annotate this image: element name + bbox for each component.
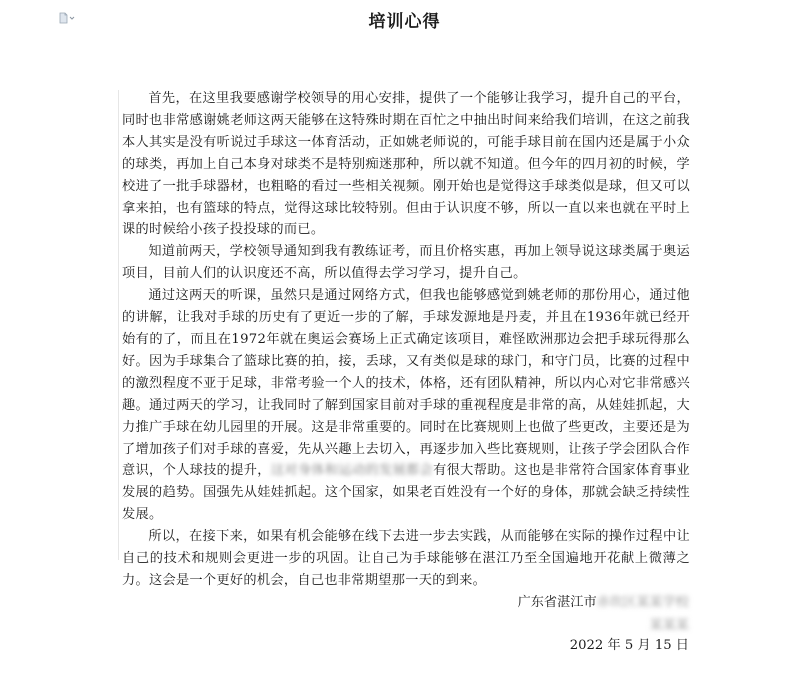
signature-name [649, 616, 689, 636]
signature-name-blurred: 某某某 [649, 618, 689, 633]
paragraph-3 [122, 285, 690, 526]
paragraph-3-blurred-text: 这对身体和运动的发展都会 [270, 463, 434, 479]
paragraph-4: 所以，在接下来，如果有机会能够在线下去进一步去实践，从而能够在实际的操作过程中让自己的技术和规则会更进一步的巩固。让自己为手球能够在湛江乃至全国遍地开花献上微薄之力。这会是一个更好的机会，自己也非常期望那一天的到来。 [122, 529, 690, 588]
document-body [122, 88, 690, 592]
signature-date: 2022 年 5 月 15 日 [569, 638, 689, 653]
signature-location: 广东省湛江市 [517, 595, 597, 610]
page-title: 培训心得 [368, 12, 441, 32]
paragraph-3-part-2: 有很大帮助。这也是非常符合国家体育事业发展的趋势。国强先从娃娃抓起。这个国家，如果老百姓没有一个好的身体，那就会缺乏持续性发展。 [122, 463, 690, 523]
paragraph-1: 首先，在这里我要感谢学校领导的用心安排，提供了一个能够让我学习，提升自己的平台，同时也非常感谢姚老师这两天能够在这特殊时期在百忙之中抽出时间来给我们培训，在这之前我本人其实是没有听说过手球这一体育活动，正如姚老师说的，可能手球目前在国内还是属于小众的球类，再加上自己本身对球类不是特别痴迷那种，所以就不知道。但今年的四月初的时候，学校进了一批手球器材，也粗略的看过一些相关视频。刚开始也是觉得这手球类似是球，但又可以拿来拍，也有篮球的特点，觉得这球比较特别。但由于认识度不够，所以一直以来也就在平时上课的时候给小孩子投投球的而已。 [122, 91, 690, 238]
page-margin-line [118, 90, 119, 560]
paragraph-3-part-1: 通过这两天的听课，虽然只是通过网络方式，但我也能够感觉到姚老师的那份用心，通过他的讲解，让我对手球的历史有了更近一步的了解，手球发源地是丹麦，并且在1936年就已经开始有的了，而且在1972年就在奥运会赛场上正式确定该项目，难怪欧洲那边会把手球玩得那么好。因为手球集合了篮球比赛的拍，接，丢球，又有类似是球的球门，和守门员，比赛的过程中的激烈程度不亚于足球，非常考验一个人的技术，体格，还有团队精神，所以内心对它非常感兴趣。通过两天的学习，让我同时了解到国家目前对手球的重视程度是非常的高，从娃娃抓起，大力推广手球在幼儿园里的开展。这是非常重要的。同时在比赛规则上也做了些更改，主要还是为了增加孩子们对手球的喜爱，先从兴趣上去切入，再逐步加入些比赛规则，让孩子学会团队合作意识，个人球技的提升， [122, 288, 690, 479]
signature-organization [518, 593, 689, 613]
signature-school-blurred: 赤坎区某某学校 [596, 595, 689, 610]
paragraph-2: 知道前两天，学校领导通知到我有教练证考，而且价格实惠，再加上领导说这球类属于奥运项目，目前人们的认识度还不高，所以值得去学习学习，提升自己。 [122, 244, 690, 282]
